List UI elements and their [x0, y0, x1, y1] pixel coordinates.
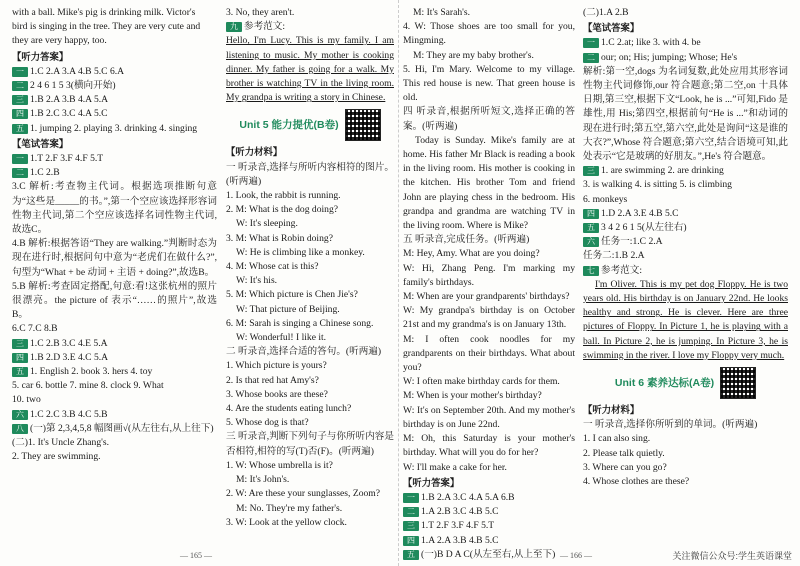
answer-line: 三 1.C 2.B 3.C 4.E 5.A	[12, 337, 217, 351]
answer-line: 五 1. jumping 2. playing 3. drinking 4. singing	[12, 122, 217, 136]
section-number-badge: 二	[12, 81, 28, 91]
transcript-line: W: It's sleeping.	[236, 218, 298, 230]
transcript-line: 1. Look, the rabbit is running.	[226, 190, 341, 202]
section-header: 【听力答案】	[403, 476, 460, 488]
transcript-line: W: He is climbing like a monkey.	[236, 246, 365, 258]
answer-line: 四 1.A 2.A 3.B 4.B 5.C	[403, 534, 575, 548]
answer-line: 二 1.A 2.B 3.C 4.B 5.C	[403, 505, 575, 519]
column-1	[12, 6, 217, 465]
qr-code-icon	[345, 109, 381, 141]
transcript-line: M: No. They're my father's.	[236, 502, 343, 514]
dialogue-line: W: Hi, Zhang Peng. I'm marking my family's birthdays.	[403, 262, 575, 288]
answer-line: 五 3 4 2 6 1 5(从左往右)	[583, 221, 788, 235]
section-number-badge: 四	[403, 536, 419, 546]
dialogue-line: M: When is your mother's birthday?	[403, 390, 542, 402]
section-number-badge: 三	[403, 521, 419, 531]
answer-line: 3. is walking 4. is sitting 5. is climbing	[583, 179, 732, 191]
transcript-line: 2. M: What is the dog doing?	[226, 204, 339, 216]
dialogue-line: W: It's on September 20th. And my mother's birthday is on June 22nd.	[403, 404, 575, 430]
answer-line: 一 1.C 2.A 3.A 4.B 5.C 6.A	[12, 65, 217, 79]
answer-line: (二)1.A 2.B	[583, 7, 629, 18]
answer-line: 五 (一)B D A C(从左至右,从上至下)	[403, 548, 575, 562]
section-number-badge: 一	[12, 67, 28, 77]
answer-line: 三 1.T 2.F 3.F 4.F 5.T	[403, 519, 575, 533]
section-header: 【笔试答案】	[12, 137, 69, 149]
section-number-badge: 七	[583, 266, 599, 276]
answer-line: (二)1. It's Uncle Zhang's.	[12, 437, 109, 449]
transcript-line: 2. W: Are these your sunglasses, Zoom?	[226, 488, 381, 500]
dialogue-line: M: Oh, this Saturday is your mother's birthday. What will you do for her?	[403, 433, 575, 459]
answer-line: 5. car 6. bottle 7. mine 8. clock 9. What	[12, 380, 164, 392]
answer-line: 五 1. English 2. book 3. hers 4. toy	[12, 365, 217, 379]
transcript-line: 6. M: Sarah is singing a Chinese song.	[226, 317, 374, 329]
section-number-badge: 五	[12, 367, 28, 377]
answer-line: 六 1.C 2.C 3.B 4.C 5.B	[12, 408, 217, 422]
answer-line: 三 1.B 2.A 3.B 4.A 5.A	[12, 93, 217, 107]
section-number-badge: 二	[403, 507, 419, 517]
qr-code-icon	[720, 367, 756, 399]
answer-line: 七 参考范文:	[583, 264, 788, 278]
model-essay: I'm Oliver. This is my pet dog Floppy. He is two years old. His birthday is on January 22nd. He looks healthy and strong. He is clever. Here are three pictures of Floppy. In Picture 1, he is playing with a ball. In Picture 2, he is jumping. In Picture 3, he is swimming in the river. I love my Floppy very much.	[583, 278, 788, 361]
section-number-badge: 五	[583, 223, 599, 233]
answer-line: 八 (一)第 2,3,4,5,8 幅图画√(从左往右,从上往下)	[12, 422, 217, 436]
unit-title: Unit 5 能力提优(B卷)	[239, 119, 339, 132]
answer-line: 任务二:1.B 2.A	[583, 250, 645, 262]
transcript-line: W: Wonderful! I like it.	[236, 332, 327, 344]
transcript-line: 4. M: Whose cat is this?	[226, 261, 319, 273]
section-number-badge: 五	[403, 550, 419, 560]
explanation: 4.B 解析:根据答语“They are walking.”判断时态为现在进行时,根据问句中意为“老虎们在做什么?”,句型为“What + be 动词 + 主语 + doing?”,故选B。	[12, 238, 217, 278]
section-number-badge: 六	[12, 410, 28, 420]
section-number-badge: 九	[226, 22, 242, 32]
page-divider	[398, 0, 399, 566]
section-header: 【笔试答案】	[583, 22, 640, 34]
section-number-badge: 三	[583, 166, 599, 176]
text-line: with a ball. Mike's pig is drinking milk. Victor's	[12, 7, 196, 18]
transcript-line: M: They are my baby brother's.	[413, 49, 534, 61]
answer-line: 2. They are swimming.	[12, 451, 101, 463]
section-header: 【听力答案】	[12, 50, 69, 62]
explanation: 解析:第一空,dogs 为名词复数,此处应用其形容词性物主代词修饰,our 符合题意;第二空,on 十具体日期,第三空,根据下文“Look, he is ...”可知,Fido 是雄性,用 His;第四空,根据前句“He is ...”和动词的现在进行时;第五空,第六空,此处是询问“这是谁的大衣?”,Whose 符合题意;第六空,结合语境可知,此处表示“它是玻璃的好朋友。”,He's 符合题意。	[583, 65, 788, 163]
dialogue-line: W: I often make birthday cards for them.	[403, 376, 560, 388]
section-header: 【听力材料】	[226, 146, 283, 158]
section-number-badge: 五	[12, 124, 28, 134]
transcript-line: 1. I can also sing.	[583, 433, 651, 445]
transcript-line: 3. M: What is Robin doing?	[226, 232, 333, 244]
section-number-badge: 四	[12, 109, 28, 119]
question-instruction: 四 听录音,根据所听短文,选择正确的答案。(听两遍)	[403, 106, 575, 132]
question-instruction: 五 听录音,完成任务。(听两遍)	[403, 234, 530, 246]
section-number-badge: 四	[583, 209, 599, 219]
answer-line: 六 任务一:1.C 2.A	[583, 235, 788, 249]
transcript-line: 3. Where can you go?	[583, 461, 667, 473]
section-number-badge: 八	[12, 424, 28, 434]
answer-line: 二 our; on; His; jumping; Whose; He's	[583, 51, 788, 65]
section-number-badge: 四	[12, 353, 28, 363]
transcript-line: W: That picture of Beijing.	[236, 303, 340, 315]
unit-title-row	[583, 367, 788, 399]
explanation: 3.C 解析:考查物主代词。根据选项推断句意为“这些是_____的书。”,第一个空应该选择形容词性物主代词,第二个空应该选择名词性物主代词,故选C。	[12, 181, 217, 236]
dialogue-line: M: When are your grandparents' birthdays?	[403, 291, 570, 303]
transcript-line: M: It's John's.	[236, 474, 290, 486]
answer-line: 四 1.D 2.A 3.E 4.B 5.C	[583, 207, 788, 221]
transcript-line: M: It's Sarah's.	[413, 7, 471, 18]
section-number-badge: 三	[12, 339, 28, 349]
footer-watermark: 关注微信公众号:学生英语课堂	[672, 551, 792, 561]
transcript-line: 5. M: Which picture is Chen Jie's?	[226, 289, 358, 301]
listening-passage: Today is Sunday. Mike's family are at home. His father Mr Black is reading a book in the living room. His mother is cooking in the kitchen. His brother Tom and friend John are playing chess in the bedroom. His grandpa and grandma are watching TV in the living room. Where is Mike?	[403, 134, 575, 232]
answer-line: 四 1.B 2.C 3.C 4.A 5.C	[12, 107, 217, 121]
answer-line: 九 参考范文:	[226, 20, 394, 34]
answer-line: 6. monkeys	[583, 193, 628, 205]
column-2	[226, 6, 394, 530]
transcript-line: 1. Which picture is yours?	[226, 360, 327, 372]
section-number-badge: 一	[12, 154, 28, 164]
transcript-line: 5. Whose dog is that?	[226, 417, 309, 429]
text-line: bird is singing in the tree. They are very cute and	[12, 21, 201, 33]
transcript-line: 3. W: Look at the yellow clock.	[226, 516, 347, 528]
transcript-line: 4. Are the students eating lunch?	[226, 403, 352, 415]
answer-line: 6.C 7.C 8.B	[12, 323, 58, 335]
explanation: 5.B 解析:考查固定搭配,句意:看!这张杭州的照片很漂亮。the picture of 表示“……的照片”,故选B。	[12, 280, 217, 321]
unit-title-row	[226, 109, 394, 141]
transcript-line: 5. Hi, I'm Mary. Welcome to my village. This red house is new. That green house is old.	[403, 63, 575, 104]
answer-line: 二 2 4 6 1 5 3(横向开始)	[12, 79, 217, 93]
question-instruction: 二 听录音,选择合适的答句。(听两遍)	[226, 346, 382, 358]
section-number-badge: 三	[12, 95, 28, 105]
answer-line: 一 1.T 2.F 3.F 4.F 5.T	[12, 152, 217, 166]
question-instruction: 一 听录音,选择与所听内容相符的图片。(听两遍)	[226, 161, 394, 187]
column-3	[403, 6, 575, 562]
transcript-line: 4. W: Those shoes are too small for you, Mingming.	[403, 21, 575, 47]
section-number-badge: 六	[583, 237, 599, 247]
section-number-badge: 二	[583, 53, 599, 63]
answer-line: 一 1.C 2.at; like 3. with 4. be	[583, 36, 788, 50]
dialogue-line: W: I'll make a cake for her.	[403, 461, 507, 473]
text-line: they are very happy, too.	[12, 35, 107, 47]
answer-line: 二 1.C 2.B	[12, 166, 217, 180]
transcript-line: 3. Whose books are these?	[226, 388, 328, 400]
question-instruction: 一 听录音,选择你所听到的单词。(听两遍)	[583, 419, 758, 431]
unit-title: Unit 6 素养达标(A卷)	[614, 376, 715, 389]
section-number-badge: 二	[12, 168, 28, 178]
transcript-line: 2. Is that red hat Amy's?	[226, 374, 319, 386]
transcript-line: W: It's his.	[236, 275, 278, 287]
answer-line: 10. two	[12, 394, 41, 406]
dialogue-line: M: I often cook noodles for my grandparents on their birthdays. What about you?	[403, 333, 575, 374]
answer-line: 四 1.B 2.D 3.E 4.C 5.A	[12, 351, 217, 365]
section-header: 【听力材料】	[583, 404, 640, 416]
page-number-left: — 165 —	[180, 551, 212, 560]
answer-line: 3. No, they aren't.	[226, 7, 295, 18]
column-4	[583, 6, 788, 489]
question-instruction: 三 听录音,判断下列句子与你所听内容是否相符,相符的写(T)否(F)。(听两遍)	[226, 431, 394, 457]
transcript-line: 2. Please talk quietly.	[583, 447, 665, 459]
section-number-badge: 一	[403, 493, 419, 503]
transcript-line: 1. W: Whose umbrella is it?	[226, 459, 333, 471]
transcript-line: 4. Whose clothes are these?	[583, 476, 690, 488]
dialogue-line: M: Hey, Amy. What are you doing?	[403, 248, 540, 260]
answer-line: 三 1. are swimming 2. are drinking	[583, 164, 788, 178]
model-essay: Hello, I'm Lucy. This is my family. I am listening to music. My mother is cooking dinner. My father is going for a walk. My brother is watching TV in the living room. My grandpa is writing a story in Chinese.	[226, 35, 394, 104]
section-number-badge: 一	[583, 38, 599, 48]
dialogue-line: W: My grandpa's birthday is on October 21st and my grandma's is on January 13th.	[403, 305, 575, 331]
page-number-right: — 166 —	[560, 551, 592, 560]
answer-line: 一 1.B 2.A 3.C 4.A 5.A 6.B	[403, 491, 575, 505]
